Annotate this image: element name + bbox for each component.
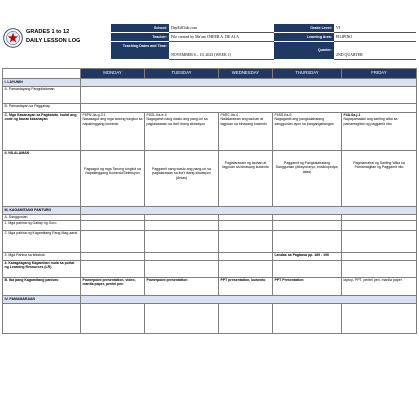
competency-code: F6SS-IIa-6 (274, 113, 292, 117)
day-header: WEDNESDAY (219, 69, 273, 79)
competency-code: F6OL-IIa-e-4 (146, 113, 167, 117)
row-label: A. Pamantayang Pangnilalaman (3, 87, 81, 104)
content-cell: Paglalarawan ng tauhan at tagpuan sa binasang kuwento (219, 151, 273, 207)
competency-text: Nagagamit ang pangkalahatang sanggunian ayon sa pangangailangan (274, 117, 334, 126)
row-label: B. Pamantayan sa Pagganap (3, 104, 81, 113)
competency-cell (219, 113, 273, 151)
learning-area-value: FILIPINO (334, 33, 416, 42)
row-karagdagang-kagamitan (3, 261, 417, 278)
row-pamamaraan-content (3, 304, 417, 334)
competency-cell (273, 113, 342, 151)
dates-label: Teaching Dates and Time: (111, 42, 169, 60)
competency-code: F6RC-IIa-4 (220, 113, 238, 117)
school-value: DepEdClub.com (169, 24, 274, 33)
row-kasanayan (3, 113, 417, 151)
teacher-label: Teacher: (111, 33, 169, 42)
competency-text: Nagagamit nang wasto ang pang-uri sa paglalarawan sa iba't ibang sitwasyon (146, 117, 208, 126)
competency-cell (145, 113, 219, 151)
grade-label: Grade Level: (274, 24, 334, 33)
section-label: I. LAYUNIN (3, 79, 81, 87)
corner-cell (3, 69, 81, 79)
row-label: A. Sanggunian (3, 215, 81, 221)
day-header-row (3, 69, 417, 79)
content-cell: Paggamit ng Pangkalahatang Sanggunian (diksyonaryo, ensiklopedya, atlas) (273, 151, 342, 207)
content-cell: Pagmamahal ng Sariling Wika sa Pamamagitan ng Paggamit nito (342, 151, 417, 207)
school-label: School: (111, 24, 169, 33)
section-row-layunin (3, 79, 417, 87)
row-nilalaman (3, 151, 417, 207)
competency-cell (81, 113, 145, 151)
row-pamantayan-pagganap (3, 104, 417, 113)
day-header: THURSDAY (273, 69, 342, 79)
row-pamantayang-pangnilalaman (3, 87, 417, 104)
day-header: MONDAY (81, 69, 145, 79)
row-label: 2. Mga pahina ng Kagamitang Pang-Mag-aaral (3, 231, 81, 253)
row-label: B. Iba pang Kagamitang panturo (3, 278, 81, 296)
day-header: TUESDAY (145, 69, 219, 79)
title-line-2: DAILY LESSON LOG (26, 37, 81, 44)
textbook-pages: Landas sa Pagbasa pp. 189 - 190 (273, 253, 342, 261)
teacher-value: File created by Ma'am CHEER A. DE ALA (169, 33, 274, 42)
quarter-value: 2ND QUARTER (334, 51, 416, 60)
row-teksbuk (3, 253, 417, 261)
competency-cell (342, 113, 417, 151)
materials-cell: PPT presentation, kuwento (219, 278, 273, 296)
title-line-1: GRADES 1 to 12 (26, 29, 70, 35)
competency-text: Napapamalaki ang sariling wika sa pamamagitan ng paggamit nito. (343, 117, 398, 126)
competency-code: F6PN-IIa-g-3.1 (82, 113, 106, 117)
row-gabay-guro (3, 221, 417, 231)
row-kagamitang-pang-mag-aaral (3, 231, 417, 253)
quarter-label: Quarter: (274, 42, 334, 60)
competency-text: Nasasagot ang mga tanong tungkol sa napakinggang kuwento (82, 117, 143, 126)
dates-value: NOVEMBER 6 – 10, 2023 (WEEK 1) (169, 51, 274, 60)
section-label: III. KAGAMITANG PANTURO (3, 207, 81, 215)
content-cell: Paggamit nang wasto ang pang-uri sa paglalarawan sa iba't ibang sitwasyon (Antas) (145, 151, 219, 207)
row-label: 3. Mga Pahina sa teksbuk (3, 253, 81, 261)
content-cell: Pagsagot ng mga Tanong tungkol sa Napakinggang Kuwento/Seleksyon (81, 151, 145, 207)
document-title (26, 28, 80, 45)
section-label: IV. PAMAMARAAN (3, 296, 81, 304)
row-label: 1. Mga pahina ng Gabay ng Guro (3, 221, 81, 231)
row-iba-pang-kagamitan (3, 278, 417, 296)
row-label: II. NILALAMAN (3, 151, 81, 207)
materials-cell: PPT Presentation (273, 278, 342, 296)
row-label: 4. Karagdagang Kagamitan mula sa portal ng Learning Resources (LR) (3, 261, 81, 278)
deped-seal-icon (3, 28, 23, 48)
day-header: FRIDAY (342, 69, 417, 79)
learning-area-label: Learning Area: (274, 33, 334, 42)
row-label: C. Mga Kasanayan sa Pagkatuto. Isulat ang code ng bawat kasanayan (3, 113, 81, 151)
row-content (81, 87, 417, 104)
daily-lesson-log (2, 24, 416, 398)
lesson-log-table (2, 68, 417, 334)
materials-cell: Powerpoint presentation (145, 278, 219, 296)
row-content (81, 104, 417, 113)
grade-value: VI (334, 24, 416, 33)
competency-text: Nailalarawan ang tauhan at tagpuan sa binasang kuwento (220, 117, 268, 126)
section-row-kagamitang-panturo (3, 207, 417, 215)
competency-code: F4A-0a-j-1 (343, 113, 361, 117)
materials-cell: Powerpoint presentation, video, manila paper, pentel pen (81, 278, 145, 296)
section-row-pamamaraan (3, 296, 417, 304)
dll-header (2, 24, 416, 61)
materials-cell: laptop, PPT, pentel pen, manila paper (342, 278, 417, 296)
